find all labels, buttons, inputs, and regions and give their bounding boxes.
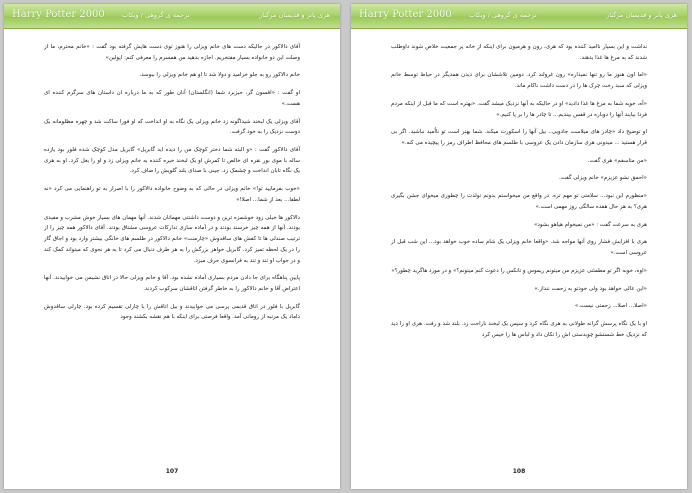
paragraph: «منظورم این نبود... سلامتی تو مهم تره. در واقع من میخواستم بدونم تولدت را چطوری میخوای جشن بگیری هری؟ به هر حال هفده سالگی روز مهمی است.» bbox=[391, 193, 647, 210]
right-page bbox=[351, 4, 687, 489]
paragraph: «اوه، خوبه اگر تو مطمئنی عزیزم من میتونم ریموس و تانکس را دعوت کنم میتونم؟» و در مورد هاگرید چطور؟» bbox=[391, 267, 647, 274]
paragraph: آقای دالاکور گفت : «و البته شما دختر کوچک من را دیده اید گابریل» گابریل مدل کوچک شده فلور بود یازده ساله با موی بور نقره ای خالص تا کمرش او یک لبخند خیره کننده به خانم ویزلی زد و او را بغل کرد. او به هری یک نگاه تابان انداخت و چشمک زد. جینی با صدای بلند گلویش را صاف کرد. bbox=[44, 147, 300, 175]
paragraph: او توضیح داد «چادر های میلاست جادویی.. بیل آنها را اسکورت میکند. شما بهتر است تو نااُمید نباشید. اگر بی قرار هستید ... میدونی هری سازمان دادن یک عروسی با طلسم های محافظ اطراف رمز را پیچیده می کنه.» bbox=[391, 129, 647, 147]
header-translation-title: ترجمه ی گروهی / ویکاب bbox=[469, 11, 537, 19]
paragraph: «احمق نشو عزیزم» خانم ویزلی گفت. bbox=[558, 175, 647, 182]
paragraph: «اصلا... اصلا... زحمتی نیست.» bbox=[574, 303, 647, 310]
page-header bbox=[351, 4, 687, 29]
paragraph: هری با افزایش فشار روی آنها مواجه شد. «واقعا خانم ویزلی یک شام ساده خوب خواهد بود... این شب قبل از عروسی است.» bbox=[391, 239, 647, 257]
paragraph: آقای ویزلی یک لبخند شیداگونه زد خانم ویزلی یک نگاه به او انداخت که او فورا ساکت شد و چهره مظلومانه یک دوست نزدیک را به خود گرفت. bbox=[44, 118, 300, 136]
paragraph: «من متاسفم» هری گفت. bbox=[587, 157, 647, 164]
paragraph: پایین پناهگاه برای جا دادن مردم بسیاری آماده نشده بود. آقا و خانم ویزلی حالا در اتاق نشیمن می خوابیدند. آنها اعتراض آقا و خانم دالاکور را به خاطر گرفتن اتاقشان سرکوب کردند. bbox=[44, 275, 300, 292]
left-page bbox=[4, 4, 340, 489]
paragraph: گابریل با فلور در اتاق قدیمی پرسی می خوابیدند و بیل اتاقش را با چارلی تقسیم کرده بود. چارلی ساقدوش داماد یک مرتبه از رومانی آمد. واقعا فرصتی برای اینکه با هم نقشه بکشند وجود bbox=[44, 303, 300, 321]
paragraph: او گفت : «افسون گر، حیزبرد شما (انگلستان) آنان طور که به ما درباره ان داستان های سرگرم کننده ای هست.» bbox=[44, 90, 300, 107]
page-body bbox=[44, 42, 300, 330]
paragraph: «این عالی خواهد بود ولی خودتو به زحمت ننداز.» bbox=[534, 285, 647, 292]
header-brand: Harry Potter 2000 bbox=[359, 9, 452, 20]
header-translation-title: ترجمه ی گروهی / ویکاب bbox=[122, 11, 190, 19]
paragraph: خانم دالاکور رو به جلو خرامید و دولا شد تا او هم خانم ویزلی را ببوسد. bbox=[139, 72, 300, 79]
page-header bbox=[4, 4, 340, 29]
header-brand: Harry Potter 2000 bbox=[12, 9, 105, 20]
paragraph: «آه، خوبه شما به مرغ ها غذا دادید» او در حالیکه به آنها نزدیک میشد گفت. «بهتره است که ما قبل از اینکه مردم فردا بیایند آنها را دوباره در قفس بیندیم... تا چادر ها را بر پا کنیم.» bbox=[391, 100, 647, 118]
paragraph: او با یک نگاه پرسش گرانه طولانی به هری نگاه کرد و سپس یک لبخند ناراحت زد. بلند شد و رفت. هری او را دید که نزدیک خط شستشو چوبدستی اش را تکان داد و لباس ها را خیس کرد bbox=[391, 320, 647, 338]
header-book-title: هری پاتر و قدیسان مرگبار bbox=[259, 11, 330, 19]
paragraph: نداشت و این بسیار ناامید کننده بود که هری، رون و هرمیون برای اینکه از خانه پر جمعیت خلاص شوند داوطلب شدند که به مرغ ها غذا بدهند. bbox=[391, 44, 647, 61]
page-number: 107 bbox=[165, 468, 179, 475]
paragraph: آقای دالاکور در حالیکه دست های خانم ویزلی را هنوز توی دست هایش گرفته بود گفت : «خانم محترم، ما از وصلت این دو خانواده بسیار مفتخریم. اجازه بدهید من همسرم را معرفی کنم: اپولین» bbox=[44, 44, 300, 61]
paragraph: «خوب بفرمایید تو!» خانم ویزلی در حالی که به وضوح خانواده دالاکور را با اصرار به تو راهنمایی می کرد «نه لطفا... بعد از شما... اصلا!» bbox=[44, 186, 300, 203]
paragraph: هری به سرعت گفت : «من نمیخوام هیاهو بشود» bbox=[534, 221, 647, 228]
paragraph: «اما اون هنوز ما رو تنها نمیذاره» رون غرولند کرد. دومین تلاششان برای دیدن همدیگر در حیاط توسط خانم ویزلی که سبد رخت چرک ها را در دست داشت ناکام ماند. bbox=[391, 72, 647, 90]
paragraph: دالاکور ها خیلی زود خوشمزه ترین و دوست داشتنی مهمانان شدند. آنها مهمان های بسیار خوش مشرب و مفیدی بودند. آنها از همه چیز خرسند بودند و در آماده سازی تدارکات عروسی مشتاق بودند. آقای دالاکور همه چیز را از ترتیب صندلی ها تا کفش های ساقدوش «چارمنت» خانم دالاکور در طلسم های خانگی بیشتر وارد بود و اجاق گاز را در یک لحظه تمیز کرد. گابریل خواهر بزرگش را به هر طرف دنبال می کرد تا به هر نحوی که میتواند کمک کند و در جواب او تند و تند به فرانسوی حرف میزد. bbox=[44, 214, 300, 264]
header-book-title: هری پاتر و قدیسان مرگبار bbox=[606, 11, 677, 19]
page-number: 108 bbox=[512, 468, 526, 475]
page-body bbox=[391, 42, 647, 347]
